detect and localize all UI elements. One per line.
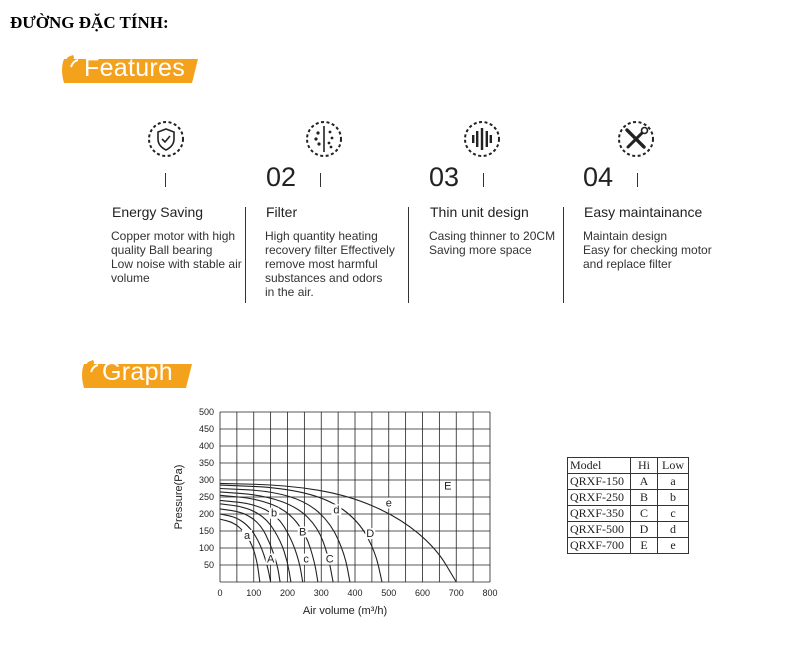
y-tick-label: 150	[198, 526, 214, 536]
y-tick-label: 50	[203, 560, 214, 570]
series-label-A: A	[266, 553, 275, 566]
feature-number-3: 03	[429, 162, 460, 192]
y-tick-label: 400	[198, 441, 214, 451]
table-row: QRXF-700 E e	[568, 538, 689, 554]
x-tick-label: 0	[217, 588, 223, 598]
x-tick-label: 800	[482, 588, 498, 598]
y-tick-label: 100	[198, 543, 214, 553]
feature-tick	[483, 173, 484, 187]
x-tick-label: 600	[414, 588, 431, 598]
table-header-hi: Hi	[631, 458, 658, 474]
table-header-low: Low	[658, 458, 689, 474]
filter-icon	[305, 120, 343, 158]
series-label-d: d	[333, 504, 340, 517]
graph-heading: Graph	[102, 358, 173, 386]
feature-tick	[165, 173, 166, 187]
table-row: QRXF-250 B b	[568, 490, 689, 506]
feature-title-energy-saving: Energy Saving	[112, 204, 204, 220]
feature-title-thin-unit: Thin unit design	[430, 204, 529, 220]
sound-wave-icon	[463, 120, 501, 158]
graph-section-badge	[78, 358, 192, 388]
features-section-badge	[58, 53, 198, 83]
series-label-b: b	[270, 507, 278, 520]
feature-desc-energy-saving: Copper motor with high quality Ball bearing Low noise with stable air volume	[111, 229, 242, 285]
series-curve-C	[220, 495, 318, 582]
feature-title-easy-maintain: Easy maintainance	[584, 204, 703, 220]
y-tick-label: 200	[198, 509, 214, 519]
feature-desc-thin-unit: Casing thinner to 20CM Saving more space	[429, 229, 556, 257]
y-tick-label: 500	[198, 407, 214, 417]
series-label-a: a	[243, 529, 251, 542]
table-row: QRXF-150 A a	[568, 474, 689, 490]
features-heading: Features	[84, 54, 186, 82]
x-tick-label: 700	[448, 588, 464, 598]
x-tick-label: 100	[246, 588, 262, 598]
feature-number-2: 02	[266, 162, 297, 192]
series-label-B: B	[299, 526, 307, 539]
x-tick-label: 500	[381, 588, 397, 598]
series-curve-B	[220, 504, 291, 582]
table-header-model: Model	[568, 458, 631, 474]
tools-icon	[617, 120, 655, 158]
table-row: QRXF-500 D d	[568, 522, 689, 538]
feature-desc-filter: High quantity heating recovery filter Effectively remove most harmful substances and odors in the air.	[265, 229, 395, 299]
y-tick-label: 300	[198, 475, 214, 485]
table-row: QRXF-350 C c	[568, 506, 689, 522]
page-title: ĐƯỜNG ĐẶC TÍNH:	[10, 13, 169, 32]
feature-title-filter: Filter	[266, 204, 298, 220]
feature-number-4: 04	[583, 162, 614, 192]
y-axis-label: Pressure(Pa)	[173, 464, 185, 530]
series-curve-b	[220, 509, 280, 582]
series-curve-c	[220, 500, 303, 582]
feature-tick	[320, 173, 321, 187]
model-table	[567, 457, 689, 554]
series-label-e: e	[385, 497, 392, 510]
series-label-C: C	[325, 553, 334, 566]
x-tick-label: 200	[279, 588, 296, 598]
y-tick-label: 450	[198, 424, 214, 434]
performance-chart	[160, 400, 510, 625]
x-tick-label: 300	[313, 588, 329, 598]
table-header-row	[568, 458, 689, 474]
shield-check-icon	[147, 120, 185, 158]
feature-desc-easy-maintain: Maintain design Easy for checking motor and replace filter	[583, 229, 712, 271]
series-label-E: E	[444, 480, 452, 493]
series-label-c: c	[303, 553, 309, 566]
x-tick-label: 400	[347, 588, 363, 598]
y-tick-label: 250	[198, 492, 214, 502]
feature-tick	[637, 173, 638, 187]
y-tick-label: 350	[198, 458, 214, 468]
x-axis-label: Air volume (m³/h)	[302, 605, 388, 617]
series-label-D: D	[366, 528, 375, 541]
